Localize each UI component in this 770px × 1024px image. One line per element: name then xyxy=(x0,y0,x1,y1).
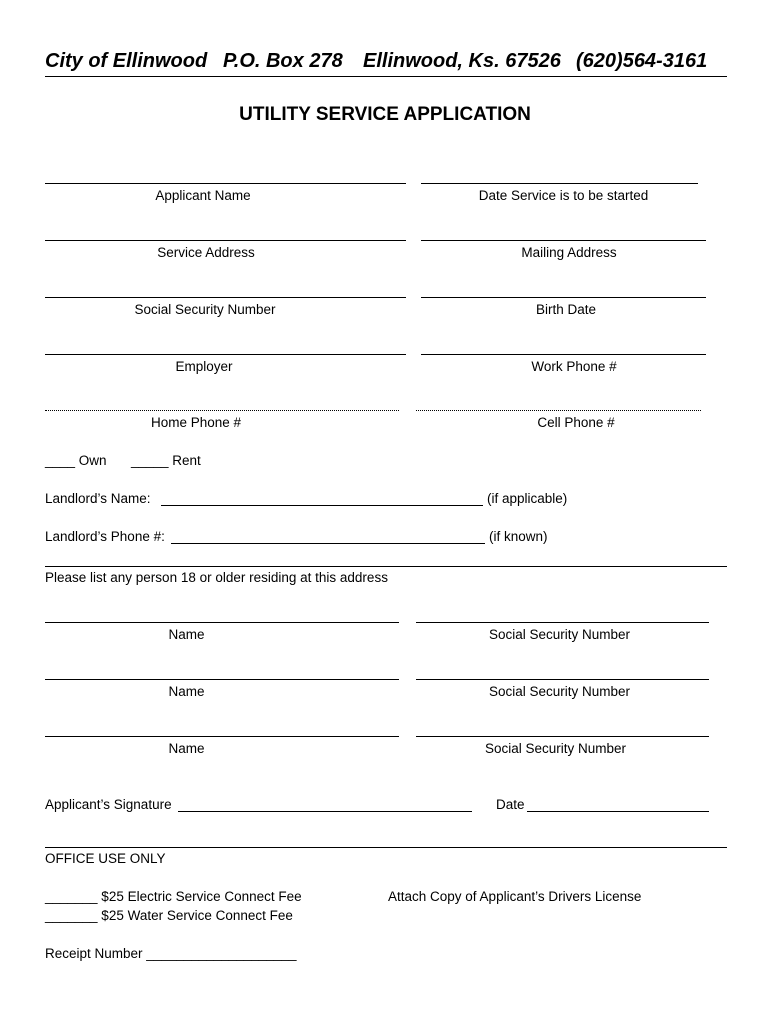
attach-license-note: Attach Copy of Applicant’s Drivers License xyxy=(388,889,642,904)
resident-name-label: Name xyxy=(168,741,205,756)
work-phone-field[interactable] xyxy=(421,354,706,355)
signature-field[interactable] xyxy=(178,811,472,812)
landlord-phone-label: Landlord’s Phone #: xyxy=(45,529,165,544)
resident-name-label: Name xyxy=(168,684,205,699)
header-rule xyxy=(45,76,727,77)
cell-phone-label: Cell Phone # xyxy=(537,415,615,430)
resident-ssn-label: Social Security Number xyxy=(488,684,631,699)
cell-phone-field[interactable] xyxy=(416,410,701,411)
date-service-label: Date Service is to be started xyxy=(478,188,649,203)
service-address-field[interactable] xyxy=(45,240,406,241)
resident-name-label: Name xyxy=(168,627,205,642)
rent-checkbox[interactable]: _____ Rent xyxy=(131,453,201,468)
applicant-name-field[interactable] xyxy=(45,183,406,184)
own-checkbox[interactable]: ____ Own xyxy=(45,453,107,468)
ssn-label: Social Security Number xyxy=(134,302,276,317)
resident-ssn-label: Social Security Number xyxy=(488,627,631,642)
phone-number: (620)564-3161 xyxy=(576,50,708,72)
office-divider xyxy=(45,847,727,848)
receipt-number-field[interactable]: Receipt Number ____________________ xyxy=(45,946,297,961)
work-phone-label: Work Phone # xyxy=(531,359,617,374)
city-state-zip: Ellinwood, Ks. 67526 xyxy=(363,50,561,72)
electric-fee-line[interactable]: _______ $25 Electric Service Connect Fee xyxy=(45,889,302,904)
signature-date-field[interactable] xyxy=(527,811,709,812)
section-divider xyxy=(45,566,727,567)
water-fee-line[interactable]: _______ $25 Water Service Connect Fee xyxy=(45,908,293,923)
landlord-phone-note: (if known) xyxy=(489,529,548,544)
signature-date-label: Date xyxy=(496,797,525,812)
org-name: City of Ellinwood xyxy=(45,50,208,72)
employer-field[interactable] xyxy=(45,354,406,355)
service-address-label: Service Address xyxy=(157,245,255,260)
landlord-phone-field[interactable] xyxy=(171,543,485,544)
birth-date-field[interactable] xyxy=(421,297,706,298)
resident-ssn-label: Social Security Number xyxy=(484,741,627,756)
home-phone-label: Home Phone # xyxy=(150,415,242,430)
resident-ssn-field[interactable] xyxy=(416,736,709,737)
po-box: P.O. Box 278 xyxy=(223,50,343,72)
applicant-name-label: Applicant Name xyxy=(155,188,251,203)
resident-ssn-field[interactable] xyxy=(416,679,709,680)
resident-name-field[interactable] xyxy=(45,679,399,680)
form-title: UTILITY SERVICE APPLICATION xyxy=(239,104,531,125)
ssn-field[interactable] xyxy=(45,297,406,298)
landlord-name-label: Landlord’s Name: xyxy=(45,491,151,506)
mailing-address-label: Mailing Address xyxy=(521,245,617,260)
office-use-heading: OFFICE USE ONLY xyxy=(45,851,166,866)
signature-label: Applicant’s Signature xyxy=(45,797,172,812)
residents-intro: Please list any person 18 or older residing at this address xyxy=(45,570,388,585)
birth-date-label: Birth Date xyxy=(535,302,597,317)
home-phone-field[interactable] xyxy=(45,410,399,411)
resident-name-field[interactable] xyxy=(45,736,399,737)
landlord-name-field[interactable] xyxy=(161,505,483,506)
resident-name-field[interactable] xyxy=(45,622,399,623)
employer-label: Employer xyxy=(175,359,233,374)
date-service-field[interactable] xyxy=(421,183,698,184)
landlord-name-note: (if applicable) xyxy=(487,491,568,506)
mailing-address-field[interactable] xyxy=(421,240,706,241)
resident-ssn-field[interactable] xyxy=(416,622,709,623)
